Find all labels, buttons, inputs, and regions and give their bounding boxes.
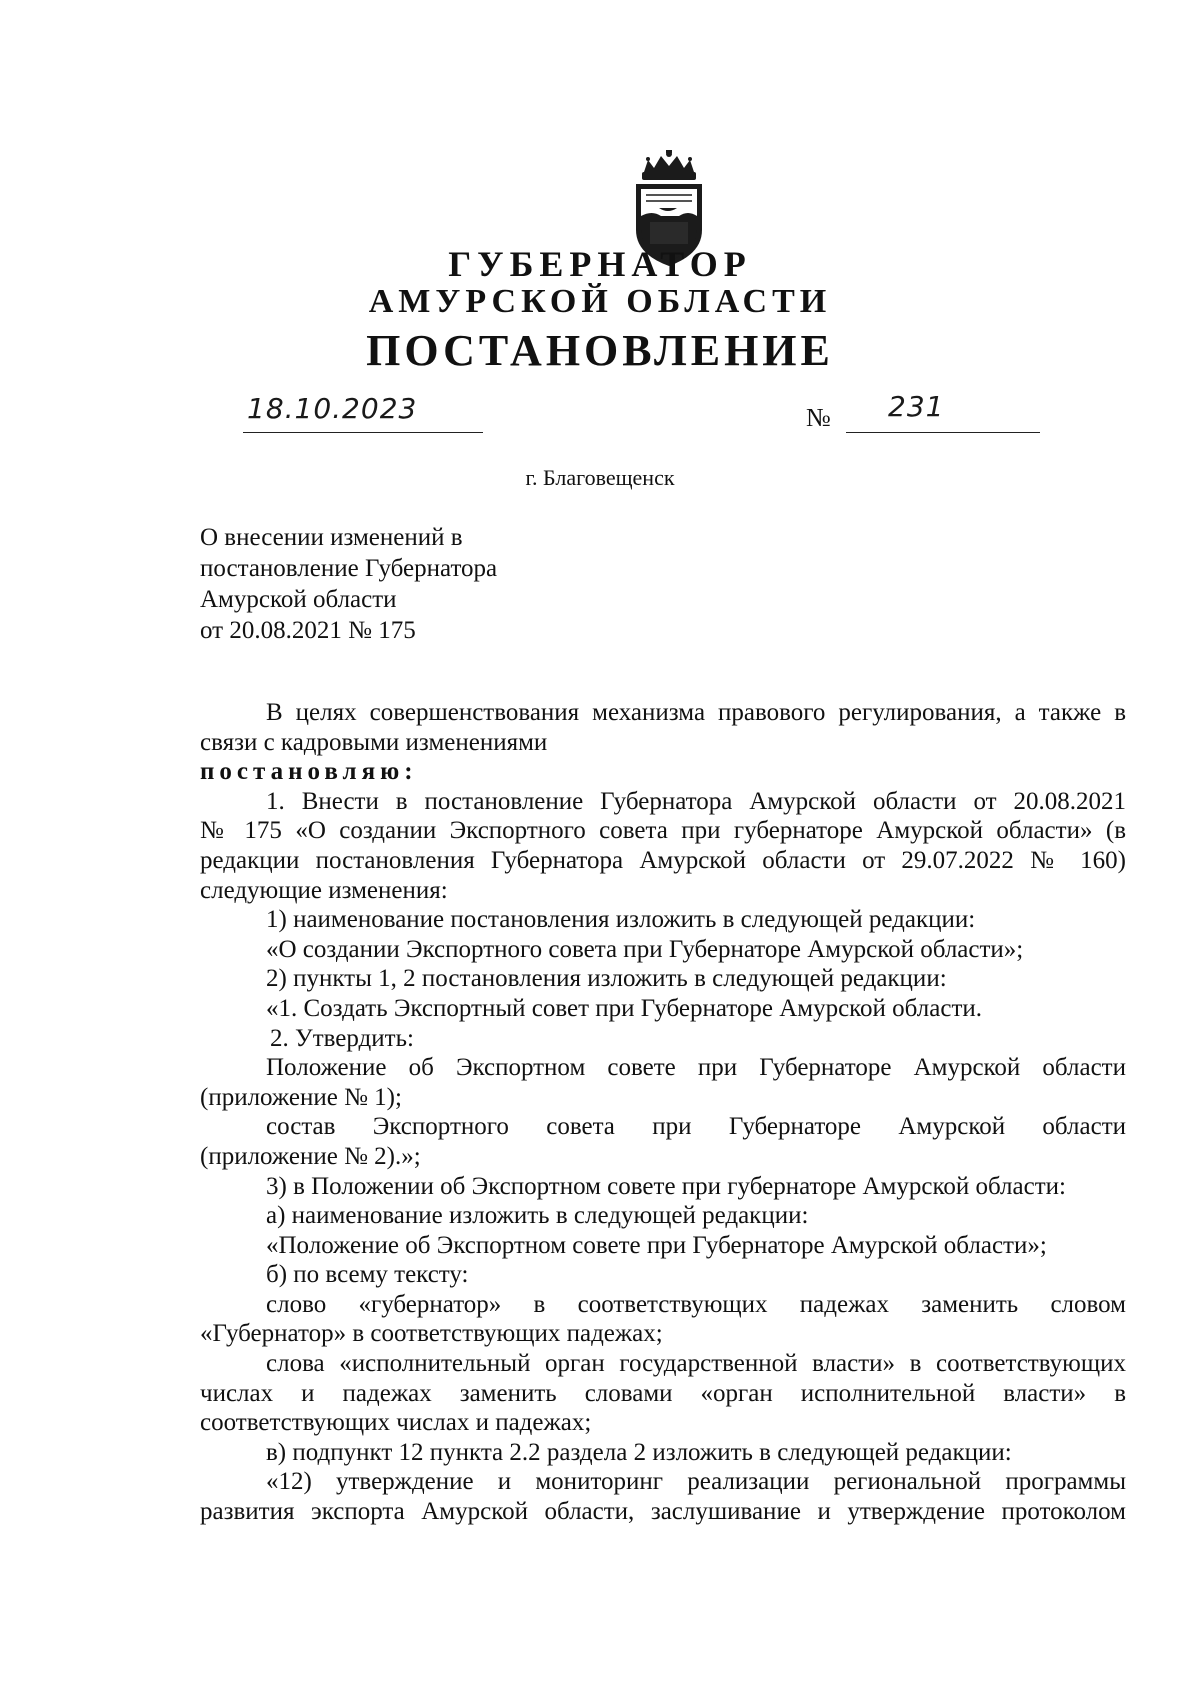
body-line: слова «исполнительный орган государственной власти» в соответствующих: [266, 1350, 1126, 1378]
body-line: развития экспорта Амурской области, заслушивание и утверждение протоколом: [200, 1498, 1126, 1526]
body-line: связи с кадровыми изменениями: [200, 728, 548, 756]
body-line: «1. Создать Экспортный совет при Губернаторе Амурской области.: [266, 994, 983, 1022]
subject-line: О внесении изменений в: [200, 524, 463, 551]
handwritten-date: 18.10.2023: [247, 392, 418, 425]
subject-line: постановление Губернатора: [200, 555, 498, 582]
subject-line: Амурской области: [200, 586, 397, 613]
body-line: № 175 «О создании Экспортного совета при губернаторе Амурской области» (в: [200, 817, 1126, 845]
body-line: (приложение № 1);: [200, 1083, 402, 1111]
body-line: «Положение об Экспортном совете при Губернаторе Амурской области»;: [266, 1231, 1047, 1259]
body-line: редакции постановления Губернатора Амурской области от 29.07.2022 № 160): [200, 846, 1126, 874]
body-line: соответствующих числах и падежах;: [200, 1409, 592, 1437]
body-line: слово «губернатор» в соответствующих падежах заменить словом: [266, 1290, 1126, 1318]
body-line: 2) пункты 1, 2 постановления изложить в следующей редакции:: [266, 965, 947, 993]
body-line: (приложение № 2).»;: [200, 1142, 421, 1170]
body-line: б) по всему тексту:: [266, 1261, 469, 1289]
body-line: числах и падежах заменить словами «орган исполнительной власти» в: [200, 1379, 1126, 1407]
body-line: В целях совершенствования механизма правового регулирования, а также в: [266, 699, 1126, 726]
body-line: 1. Внести в постановление Губернатора Амурской области от 20.08.2021: [266, 787, 1126, 815]
decree-word: постановляю:: [200, 758, 418, 786]
body-line: 3) в Положении об Экспортном совете при губернаторе Амурской области:: [266, 1172, 1066, 1200]
body-line: «Губернатор» в соответствующих падежах;: [200, 1320, 663, 1348]
authority-title: ГУБЕРНАТОР: [448, 244, 752, 284]
number-sign: №: [806, 403, 831, 432]
document-subject: [200, 522, 497, 646]
subject-line: от 20.08.2021 № 175: [200, 617, 416, 644]
city: г. Благовещенск: [525, 465, 675, 490]
body-line: а) наименование изложить в следующей редакции:: [266, 1202, 809, 1230]
authority-region: АМУРСКОЙ ОБЛАСТИ: [368, 283, 832, 320]
handwritten-number: 231: [888, 390, 945, 423]
number-field: [846, 392, 1040, 433]
date-field: [243, 392, 483, 433]
body-line: «12) утверждение и мониторинг реализации региональной программы: [266, 1468, 1126, 1496]
body-line: 2. Утвердить:: [270, 1024, 414, 1052]
body-line: 1) наименование постановления изложить в следующей редакции:: [266, 906, 976, 934]
document-body: [200, 698, 1126, 1527]
body-line: в) подпункт 12 пункта 2.2 раздела 2 изложить в следующей редакции:: [266, 1438, 1012, 1466]
body-line: следующие изменения:: [200, 876, 448, 904]
body-line: Положение об Экспортном совете при Губернаторе Амурской области: [266, 1054, 1126, 1082]
body-line: «О создании Экспортного совета при Губернаторе Амурской области»;: [266, 935, 1024, 963]
body-line: состав Экспортного совета при Губернаторе Амурской области: [266, 1113, 1126, 1141]
document-type: ПОСТАНОВЛЕНИЕ: [366, 326, 834, 375]
